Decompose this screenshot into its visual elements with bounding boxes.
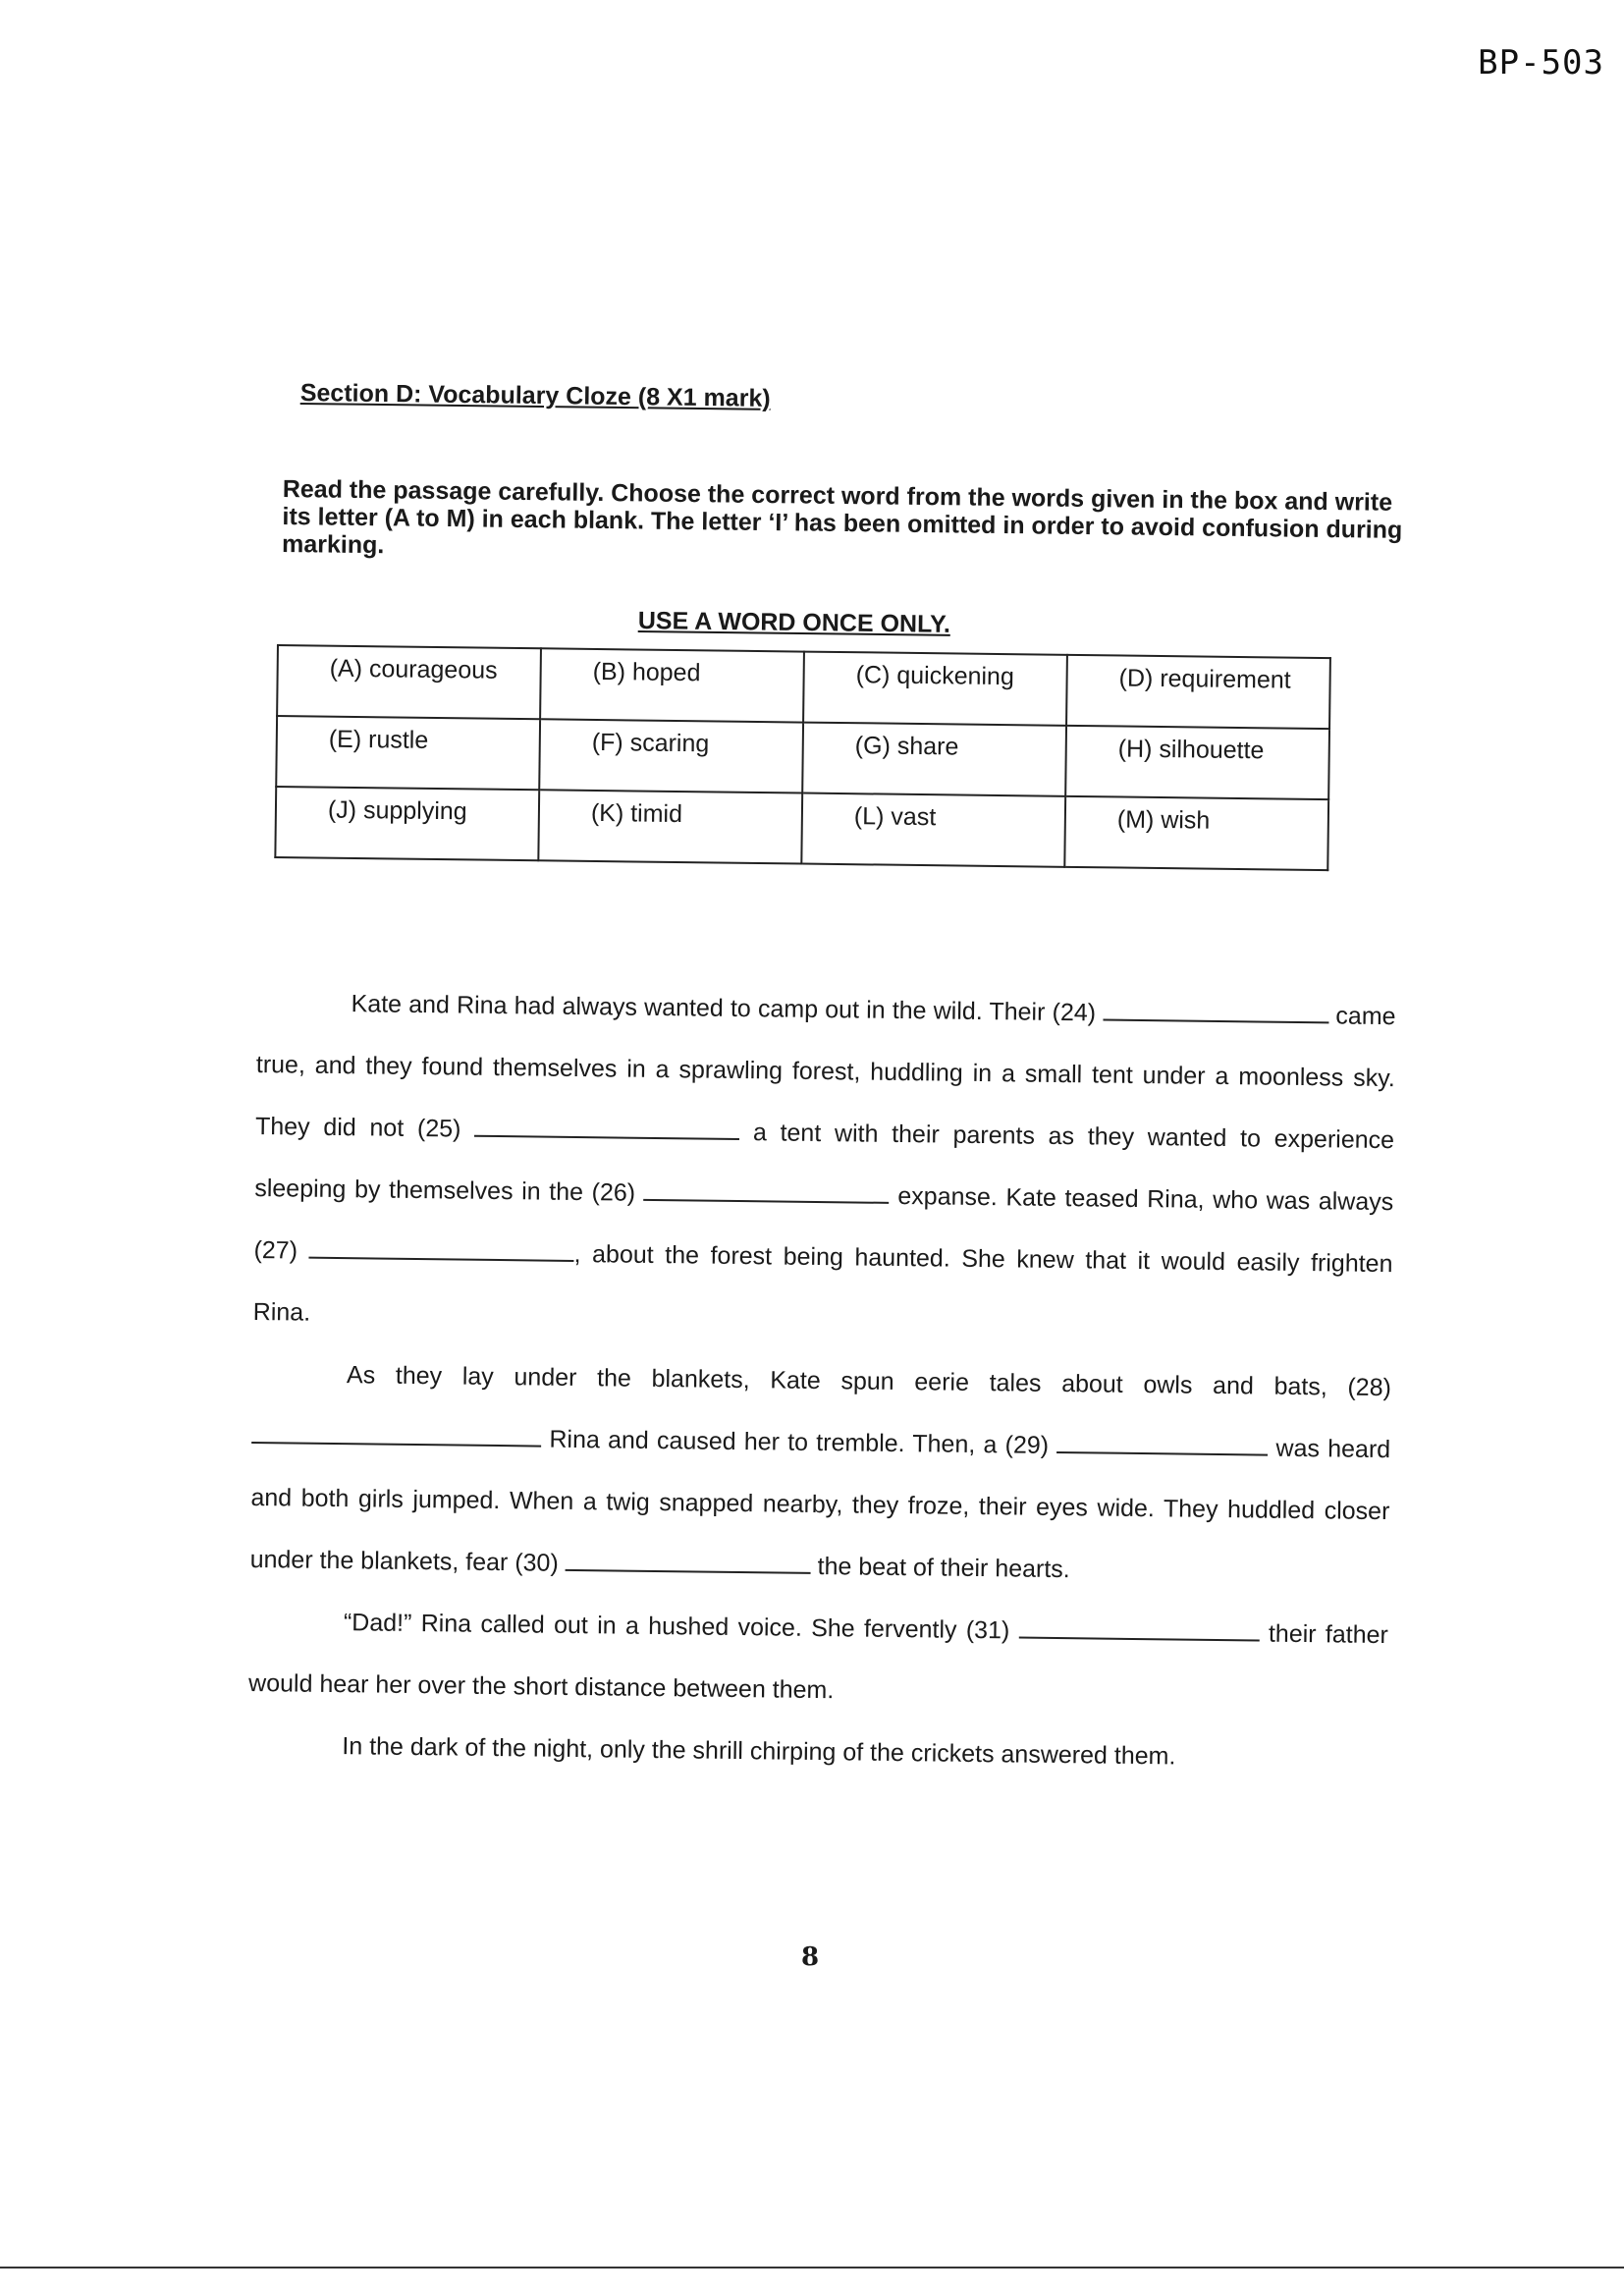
word-option: (A) courageous xyxy=(277,645,541,719)
passage-text: the beat of their hearts. xyxy=(817,1553,1070,1584)
passage-text: their father would hear her over the short distance between them. xyxy=(247,1619,1389,1705)
passage-text: “Dad!” Rina called out in a hushed voice. She fervently (31) xyxy=(343,1609,1010,1645)
word-box-row xyxy=(275,787,1328,870)
instructions: Read the passage carefully. Choose the correct word from the words given in the box and write its letter (A to M) in each blank. The letter ‘I’ has been omitted in order to avoid confusion during marking. xyxy=(281,475,1403,560)
word-box-row xyxy=(276,716,1329,799)
word-option: (L) vast xyxy=(801,793,1065,867)
blank-31[interactable] xyxy=(1019,1615,1260,1642)
passage-text: Rina and caused her to tremble. Then, a (29) xyxy=(549,1425,1050,1459)
word-option: (F) scaring xyxy=(539,719,803,793)
paragraph-4 xyxy=(247,1715,1387,1790)
word-option: (M) wish xyxy=(1064,796,1328,870)
passage-text: came true, and they found themselves in a sprawling forest, huddling in a small tent under a moonless sky. They did not (25) xyxy=(254,1002,1396,1143)
passage xyxy=(247,972,1396,1790)
blank-24[interactable] xyxy=(1103,998,1328,1024)
paragraph-2 xyxy=(249,1343,1391,1605)
word-option: (J) supplying xyxy=(275,787,539,860)
passage-text: Kate and Rina had always wanted to camp out in the wild. Their (24) xyxy=(351,990,1097,1027)
blank-26[interactable] xyxy=(644,1177,890,1204)
word-option: (G) share xyxy=(802,723,1066,796)
paragraph-3 xyxy=(248,1591,1388,1728)
passage-text: was heard and both girls jumped. When a twig snapped nearby, they froze, their eyes wide. They huddled closer under the blankets, fear (30) xyxy=(249,1434,1391,1577)
blank-27[interactable] xyxy=(309,1235,574,1262)
passage-text: , about the forest being haunted. She knew that it would easily frighten Rina. xyxy=(252,1239,1393,1327)
passage-text: expanse. Kate teased Rina, who was always (27) xyxy=(253,1181,1394,1265)
word-box-row xyxy=(277,645,1330,729)
word-option: (C) quickening xyxy=(803,652,1067,726)
passage-text: a tent with their parents as they wanted to experience sleeping by themselves in the (26) xyxy=(254,1119,1395,1207)
word-option: (H) silhouette xyxy=(1065,726,1329,799)
word-box-heading: USE A WORD ONCE ONLY. xyxy=(637,607,951,638)
word-option: (E) rustle xyxy=(276,716,540,790)
passage-text: In the dark of the night, only the shrill chirping of the crickets answered them. xyxy=(342,1732,1176,1771)
passage-text: As they lay under the blankets, Kate spun eerie tales about owls and bats, (28) xyxy=(346,1361,1392,1402)
word-box xyxy=(274,644,1331,871)
blank-30[interactable] xyxy=(566,1548,811,1574)
section-title: Section D: Vocabulary Cloze (8 X1 mark) xyxy=(299,379,771,412)
blank-25[interactable] xyxy=(474,1114,739,1140)
word-option: (K) timid xyxy=(538,790,802,863)
footer-divider xyxy=(0,2267,1624,2269)
blank-29[interactable] xyxy=(1056,1430,1268,1456)
word-option: (B) hoped xyxy=(540,648,804,722)
blank-28[interactable] xyxy=(251,1420,541,1448)
word-option: (D) requirement xyxy=(1066,655,1330,729)
page-code: BP-503 xyxy=(1478,43,1604,82)
paragraph-1 xyxy=(252,972,1396,1357)
page-number: 8 xyxy=(801,1942,820,1972)
